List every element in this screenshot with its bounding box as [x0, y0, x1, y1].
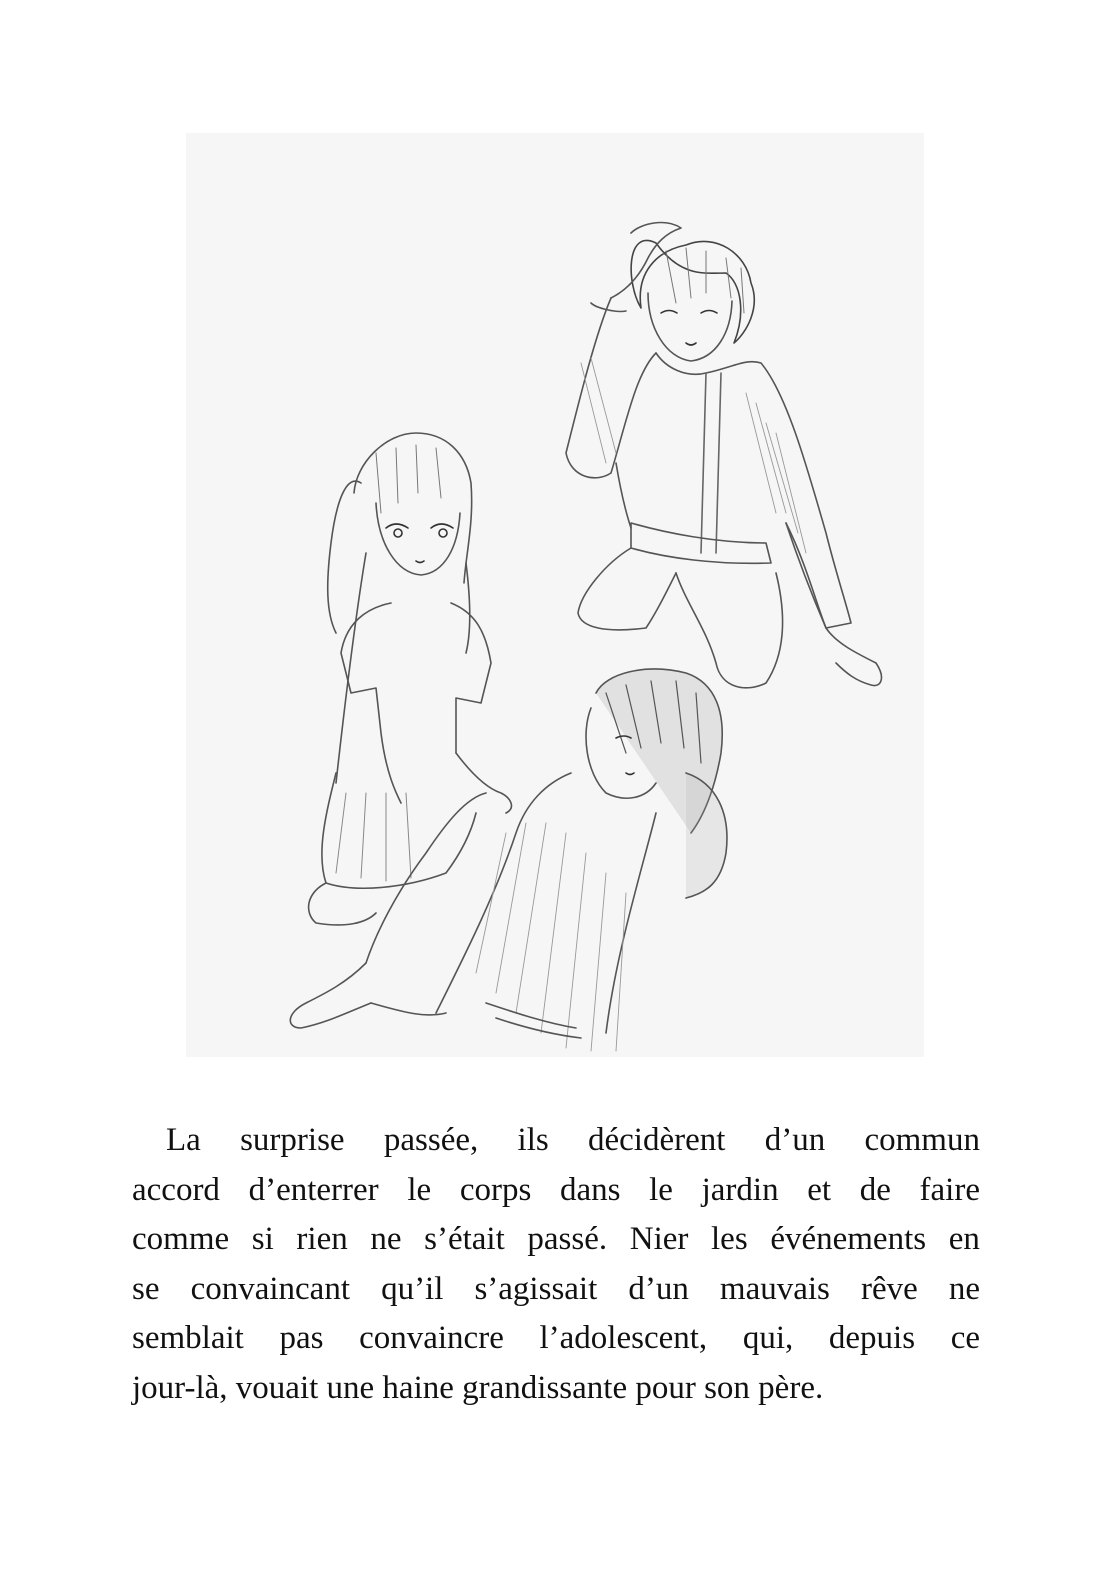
kneeling-girl-figure — [309, 433, 512, 925]
paragraph-line: jour-là, vouait une haine grandissante pour son père. — [132, 1369, 824, 1406]
paragraph-line: accord d’enterrer le corps dans le jardin et de faire — [132, 1171, 980, 1208]
lying-boy-figure — [290, 669, 727, 1051]
paragraph-line: La surprise passée, ils décidèrent d’un commun — [166, 1122, 980, 1158]
paragraph-line: semblait pas convaincre l’adolescent, qui, depuis ce — [132, 1320, 980, 1356]
crouching-boy-figure — [566, 223, 881, 688]
paragraph-line: se convaincant qu’il s’agissait d’un mauvais rêve ne — [132, 1270, 980, 1307]
paragraph-line: comme si rien ne s’était passé. Nier les événements en — [132, 1221, 980, 1257]
pencil-illustration — [186, 133, 924, 1057]
story-paragraph — [132, 1116, 980, 1413]
